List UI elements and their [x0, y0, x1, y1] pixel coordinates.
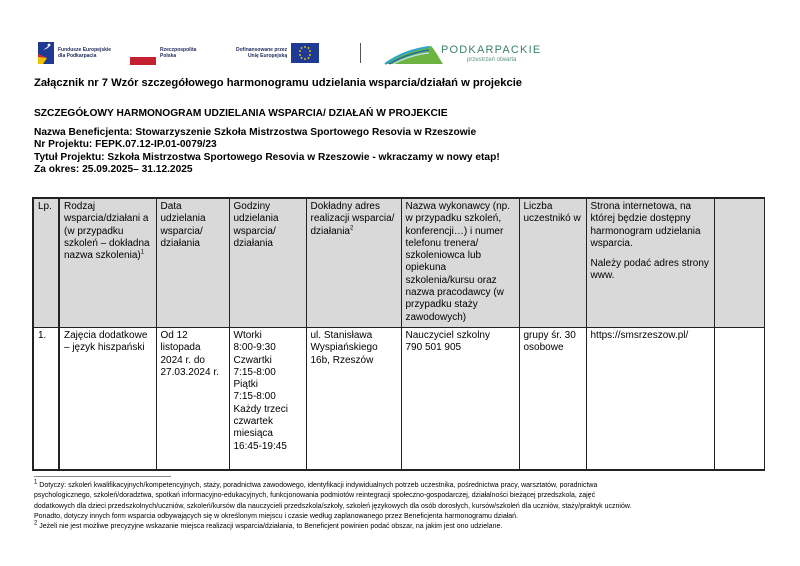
document-subtitle: SZCZEGÓŁOWY HARMONOGRAM UDZIELANIA WSPARCIA/ DZIAŁAŃ W PROJEKCIE — [34, 108, 448, 119]
cell-hours: Wtorki 8:00-9:30 Czwartki 7:15-8:00 Piątki 7:15-8:00 Każdy trzeci czwartek miesiąca 16:45-19:45 — [229, 328, 306, 471]
rp-label-line1: Rzeczpospolita — [160, 47, 197, 53]
header-address: Dokładny adres realizacji wsparcia/ działania$^2$ — [306, 198, 401, 328]
reporting-period: Za okres: 25.09.2025– 31.12.2025 — [34, 163, 193, 175]
eu-label-line2: Unię Europejską — [247, 53, 288, 59]
cell-provider: Nauczyciel szkolny 790 501 905 — [401, 328, 519, 471]
cell-date: Od 12 listopada 2024 r. do 27.03.2024 r. — [156, 328, 229, 471]
provider-phone: 790 501 905 — [405, 342, 462, 354]
polish-flag-icon — [130, 49, 156, 65]
footnote-ref-1[interactable]: 1 — [140, 249, 145, 256]
podkarpackie-name: PODKARPACKIE — [441, 44, 542, 56]
header-hours: Godziny udzielania wsparcia/ działania — [229, 198, 306, 328]
website-link[interactable]: https://smsrzeszow.pl/ — [590, 330, 689, 341]
project-number: Nr Projektu: FEPK.07.12-IP.01-0079/23 — [34, 139, 217, 151]
footnotes — [34, 481, 774, 532]
header-provider: Nazwa wykonawcy (np. w przypadku szkoleń, konferencji…) i numer telefonu trenera/ szkoleniowca lub opiekuna szkolenia/kursu oraz nazwa pracodawcy (w przypadku staży zawodowych) — [401, 198, 519, 328]
podkarpackie-tagline: przestrzeń otwarta — [467, 57, 517, 63]
header-extra — [714, 198, 764, 328]
cell-website — [586, 328, 714, 471]
fe-label-line1: Fundusze Europejskie — [58, 47, 112, 53]
project-title: Tytuł Projektu: Szkoła Mistrzostwa Sportowego Resovia w Rzeszowie - wkraczamy w nowy etap! — [34, 151, 500, 163]
logo-rzeczpospolita-polska — [130, 40, 196, 66]
header-website: Strona internetowa, na której będzie dostępny harmonogram udzielania wsparcia. Należy podać adres strony www. — [586, 198, 714, 328]
schedule-table — [32, 197, 765, 471]
eu-label-line1: Dofinansowane przez — [236, 47, 288, 53]
beneficiary-name: Nazwa Beneficjenta: Stowarzyszenie Szkoła Mistrzostwa Sportowego Resovia w Rzeszowie — [34, 127, 477, 138]
table-header-row — [33, 198, 764, 328]
footnote-separator — [34, 476, 171, 477]
footnote-2: $^2$ Jeżeli nie jest możliwe precyzyjne wskazanie miejsca realizacji wsparcia/działania, to Beneficjent powinien podać obszar, na jakim jest ono udzielane. — [34, 520, 503, 531]
cell-support-type: Zajęcia dodatkowe – język hiszpański — [59, 328, 156, 471]
header-lp: Lp. — [33, 198, 59, 328]
logo-divider — [360, 43, 361, 63]
logo-unia-europejska — [236, 40, 319, 66]
logos-bar — [38, 40, 542, 66]
cell-participants: grupy śr. 30 osobowe — [519, 328, 586, 471]
document-title: Załącznik nr 7 Wzór szczegółowego harmonogramu udzielania wsparcia/działań w projekcie — [34, 77, 523, 89]
project-meta — [34, 127, 500, 176]
eu-flag-icon — [291, 43, 319, 63]
fe-label-line2: dla Podkarpacia — [58, 53, 97, 59]
header-support-type: Rodzaj wsparcia/działani a (w przypadku szkoleń – dokładna nazwa szkolenia)$^1$ — [59, 198, 156, 328]
footnote-ref-2[interactable]: 2 — [349, 225, 354, 232]
cell-address: ul. Stanisława Wyspiańskiego 16b, Rzeszów — [306, 328, 401, 471]
header-date: Data udzielania wsparcia/ działania — [156, 198, 229, 328]
fundusze-europejskie-icon — [38, 42, 54, 64]
podkarpackie-hills-icon — [383, 40, 445, 66]
cell-lp: 1. — [33, 328, 59, 471]
logo-podkarpackie — [383, 40, 553, 66]
cell-extra — [714, 328, 764, 471]
header-participants: Liczba uczestnikó w — [519, 198, 586, 328]
rp-label-line2: Polska — [160, 53, 177, 59]
header-website-note: Należy podać adres strony www. — [590, 258, 709, 282]
table-row — [33, 328, 764, 471]
logo-fundusze-europejskie — [38, 40, 111, 66]
footnote-1: $^1$ Dotyczy: szkoleń kwalifikacyjnych/kompetencyjnych, staży, poradnictwa zawodowego, identyfikacji indywidualnych potrzeb uczestnika, pośrednictwa pracy, warsztatów, poradnictwa psychologicznego, szkoleń/doradztwa, spotkań informacyjno-edukacyjnych, funkcjonowania podmiotów reintegracji społeczno-gospodarczej, działalności bieżącej przedszkola, zajęć dodatkowych dla dzieci przedszkolnych/uczniów, szkoleń/kursów dla nauczycieli przedszkola/szkoły, szkoleń językowych dla osób dorosłych, kursów/szkoleń dla uczniów, staży/praktyk uczniów. Ponadto, dotyczy innych form wsparcia odbywających się w określonym miejscu i czasie według zaplanowanego przez Beneficjenta harmonogramu działań. — [34, 479, 632, 520]
